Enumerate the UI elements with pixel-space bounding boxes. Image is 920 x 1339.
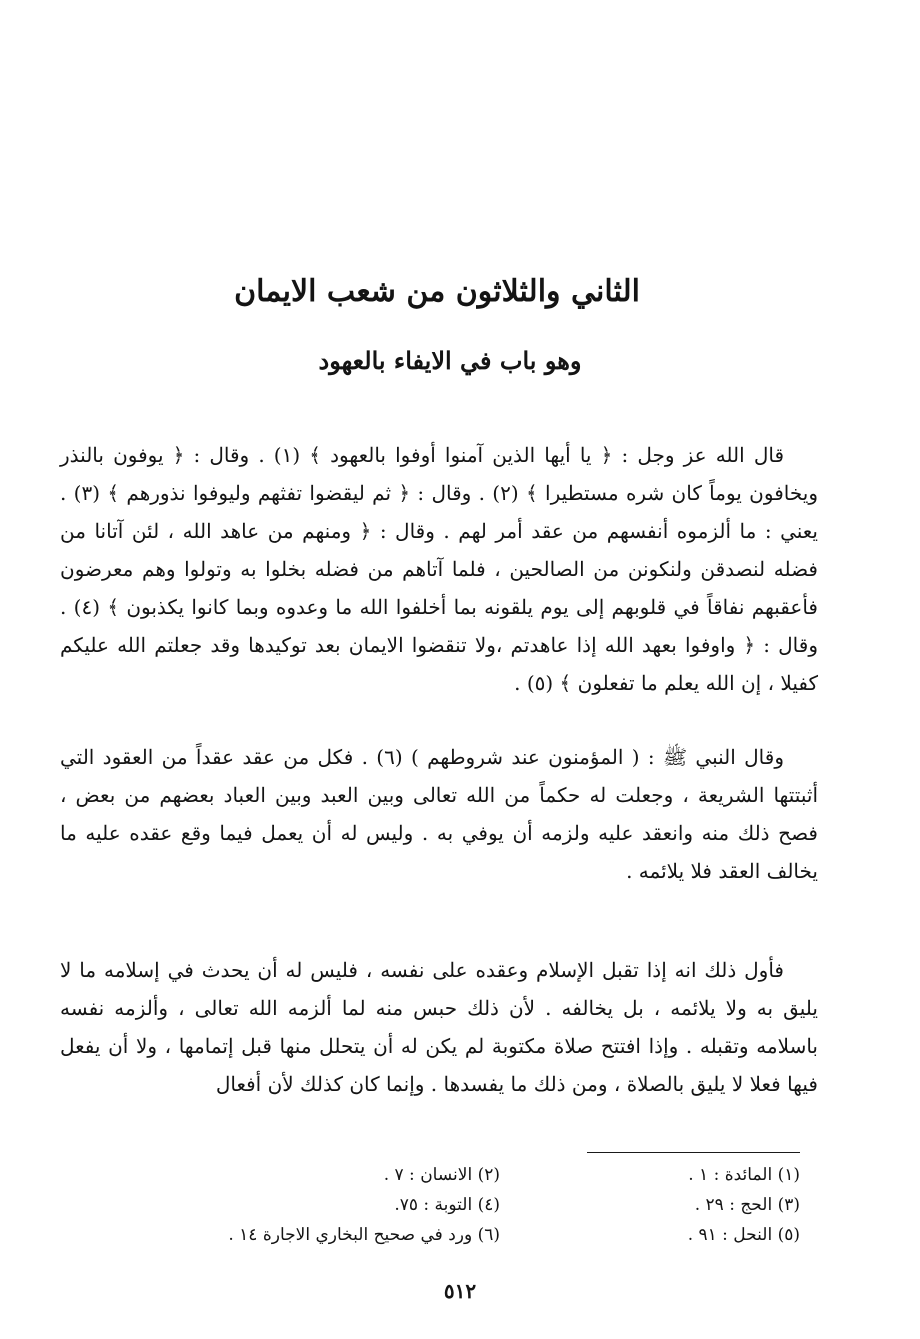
chapter-title: الثاني والثلاثون من شعب الايمان	[234, 274, 640, 309]
footnote: (٥) النحل : ٩١ .	[687, 1225, 800, 1245]
page-number: ٥١٢	[443, 1279, 477, 1303]
paragraph-block-2	[60, 738, 818, 928]
section-title: وهو باب في الايفاء بالعهود	[318, 346, 582, 375]
footnote: (٦) ورد في صحيح البخاري الاجارة ١٤ .	[228, 1225, 500, 1245]
body-paragraph: قال الله عز وجل : ﴿ يا أيها الذين آمنوا أوفوا بالعهود ﴾ (١) . وقال : ﴿ يوفون بالنذر ويخافون يوماً كان شره مستطيرا ﴾ (٢) . وقال : ﴿ ثم ليقضوا تفثهم وليوفوا نذورهم ﴾ (٣) . يعني : ما ألزموه أنفسهم من عقد أمر لهم . وقال : ﴿ ومنهم من عاهد الله ، لئن آتانا من فضله لنصدقن ولنكونن من الصالحين ، فلما آتاهم من فضله بخلوا به وتولوا وهم معرضون فأعقبهم نفاقاً في قلوبهم إلى يوم يلقونه بما أخلفوا الله ما وعدوه وبما كانوا يكذبون ﴾ (٤) . وقال : ﴿ واوفوا بعهد الله إذا عاهدتم ،ولا تنقضوا الايمان بعد توكيدها وقد جعلتم الله عليكم كفيلا ، إن الله يعلم ما تفعلون ﴾ (٥) .	[60, 443, 818, 695]
footnotes	[170, 1160, 800, 1260]
footnote: (٣) الحج : ٢٩ .	[694, 1195, 800, 1215]
paragraph-block-1	[60, 436, 818, 736]
footnote: (٤) التوبة : ٧٥.	[394, 1195, 500, 1215]
body-paragraph: وقال النبي ﷺ : ( المؤمنون عند شروطهم ) (٦) . فكل من عقد عقداً من العقود التي أثبتتها الشريعة ، وجعلت له حكماً من الله تعالى وبين العبد وبين العباد بعضهم من بعض ، فصح ذلك منه وانعقد عليه ولزمه أن يوفي به . وليس له أن يعمل فيما وقع عقده عليه ما يخالف العقد فلا يلائمه .	[60, 745, 818, 883]
footnote: (٢) الانسان : ٧ .	[383, 1165, 500, 1185]
body-paragraph: فأول ذلك انه إذا تقبل الإسلام وعقده على نفسه ، فليس له أن يحدث في إسلامه ما لا يليق به ولا يلائمه ، بل يخالفه . لأن ذلك حبس منه لما ألزمه الله تعالى ، وألزمه نفسه باسلامه وتقبله . وإذا افتتح صلاة مكتوبة لم يكن له أن يتحلل منها قبل إتمامها ، ولا أن يفعل فيها فعلا لا يليق بالصلاة ، ومن ذلك ما يفسدها . وإنما كان كذلك لأن أفعال	[60, 958, 818, 1096]
footnote: (١) المائدة : ١ .	[688, 1165, 800, 1185]
paragraph-block-3	[60, 951, 818, 1121]
footnote-separator	[587, 1152, 800, 1153]
footnotes-left-column	[170, 1160, 500, 1250]
footnotes-right-column	[600, 1160, 800, 1250]
